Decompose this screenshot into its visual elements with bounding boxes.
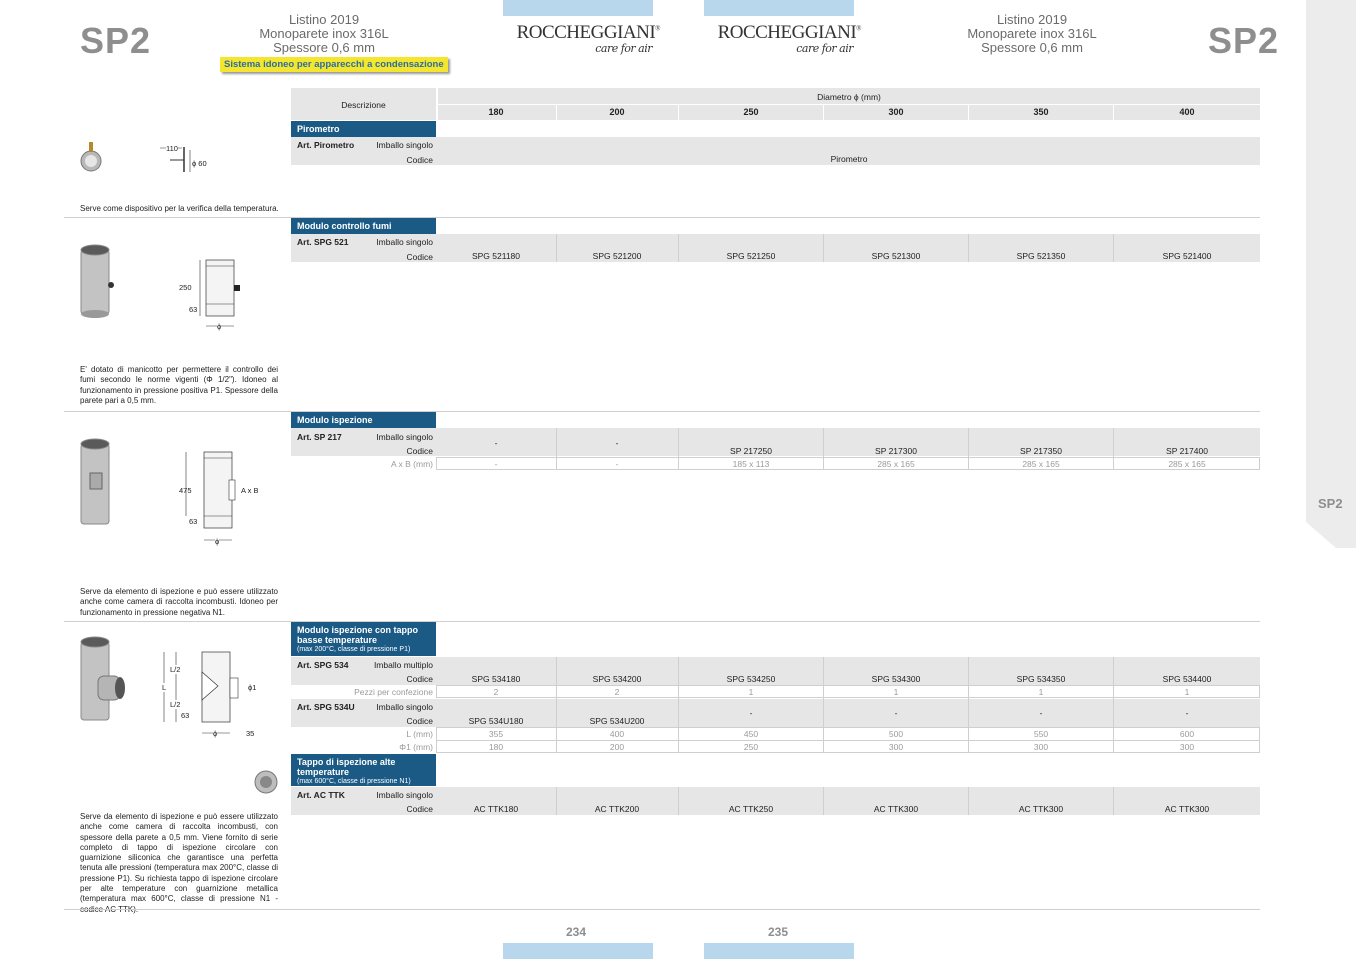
label-imballo: Imballo singolo xyxy=(376,237,433,247)
dim-ispezione-base: 63 xyxy=(189,517,198,526)
art-spg534: Art. SPG 534 xyxy=(297,660,349,670)
code-cell: SP 217350 xyxy=(1020,446,1062,456)
code-cell: SPG 534300 xyxy=(871,674,921,684)
listino-left xyxy=(234,13,414,55)
code-cell: SPG 534400 xyxy=(1162,674,1212,684)
chapter-side-tab xyxy=(1306,0,1356,548)
code-cell: AC TTK180 xyxy=(473,804,519,814)
code-cell: AC TTK200 xyxy=(594,804,640,814)
axb-cell: 185 x 113 xyxy=(732,459,770,469)
column-separator xyxy=(968,105,969,120)
column-separator xyxy=(968,787,969,815)
section-alte-sub: (max 600°C, classe di pressione N1) xyxy=(297,778,411,785)
code-cell: - xyxy=(1185,708,1189,718)
dim-tappo-base: 63 xyxy=(181,711,190,720)
label-imballo: Imballo singolo xyxy=(376,140,433,150)
listino-thickness: Spessore 0,6 mm xyxy=(273,40,375,55)
column-separator xyxy=(678,657,679,753)
column-separator xyxy=(1113,428,1114,470)
diameter-header: 180 xyxy=(488,107,504,117)
code-pirometro: Pirometro xyxy=(830,154,868,164)
code-cell: - xyxy=(615,438,619,448)
label-imballo: Imballo singolo xyxy=(376,790,433,800)
section-fumi: Modulo controllo fumi xyxy=(291,218,436,234)
listino-year: Listino 2019 xyxy=(288,12,360,27)
diameter-header: 200 xyxy=(609,107,625,117)
section-tappo xyxy=(291,622,436,656)
diameter-header: 350 xyxy=(1033,107,1049,117)
art-spg534u: Art. SPG 534U xyxy=(297,702,355,712)
brand-logo-right xyxy=(701,22,861,55)
code-cell: SPG 521400 xyxy=(1162,251,1212,261)
label-imballo-multiplo: Imballo multiplo xyxy=(373,660,433,670)
art-fumi: Art. SPG 521 xyxy=(297,237,349,247)
divider xyxy=(64,621,1260,622)
column-separator xyxy=(678,105,679,120)
footer-tab-right xyxy=(704,943,854,959)
dim-fumi-diameter: ϕ xyxy=(217,322,222,331)
axb-cell: - xyxy=(494,459,498,469)
pezzi-cell: 2 xyxy=(493,687,499,697)
code-cell: SPG 521200 xyxy=(592,251,642,261)
section-ispezione: Modulo ispezione xyxy=(291,412,436,428)
column-separator xyxy=(823,787,824,815)
l-cell: 400 xyxy=(609,729,625,739)
code-cell: - xyxy=(894,708,898,718)
phi1-cell: 300 xyxy=(1179,742,1195,752)
column-separator xyxy=(823,428,824,470)
code-cell: SPG 521350 xyxy=(1016,251,1066,261)
listino-right xyxy=(942,13,1122,55)
brand-tagline: care for air xyxy=(595,42,652,55)
label-imballo: Imballo singolo xyxy=(376,702,433,712)
code-cell: SP 217300 xyxy=(875,446,917,456)
dim-pirometro-diameter: ϕ 60 xyxy=(192,159,207,168)
section-pirometro: Pirometro xyxy=(291,121,436,137)
divider xyxy=(64,909,1260,910)
code-cell: SPG 534180 xyxy=(471,674,521,684)
phi1-cell: 300 xyxy=(888,742,904,752)
side-tab-label: SP2 xyxy=(1318,496,1343,511)
column-separator xyxy=(1113,787,1114,815)
brand-registered-mark: ® xyxy=(856,24,861,33)
axb-cell: 285 x 165 xyxy=(1168,459,1206,469)
label-codice: Codice xyxy=(406,716,433,726)
phi1-cell: 300 xyxy=(1033,742,1049,752)
desc-ispezione: Serve da elemento di ispezione e può essere utilizzato anche come camera di raccolta incombusti. Idoneo per funzionamento in pressione negativa N1. xyxy=(80,587,278,617)
label-codice: Codice xyxy=(406,804,433,814)
brand-tagline: care for air xyxy=(796,42,853,55)
code-cell: SPG 521250 xyxy=(726,251,776,261)
column-separator xyxy=(1113,234,1114,262)
code-cell: SPG 521300 xyxy=(871,251,921,261)
divider xyxy=(64,217,1260,218)
dim-tappo-length: L xyxy=(162,683,167,692)
axb-cell: 285 x 165 xyxy=(877,459,915,469)
label-codice: Codice xyxy=(406,252,433,262)
column-separator xyxy=(678,787,679,815)
desc-pirometro: Serve come dispositivo per la verifica della temperatura. xyxy=(80,204,279,213)
section-alte xyxy=(291,754,436,786)
label-axb: A x B (mm) xyxy=(390,459,433,469)
brand-logo-left xyxy=(500,22,660,55)
label-l: L (mm) xyxy=(406,729,433,739)
diameter-header: 400 xyxy=(1179,107,1195,117)
code-cell: - xyxy=(494,438,498,448)
code-cell: - xyxy=(749,708,753,718)
dim-tappo-diameter: ϕ xyxy=(213,729,218,738)
column-separator xyxy=(968,657,969,753)
code-cell: - xyxy=(1039,708,1043,718)
dim-tappo-half-a: L/2 xyxy=(170,665,181,674)
column-separator xyxy=(1113,657,1114,753)
page-number-left: 234 xyxy=(566,925,587,939)
header-tab-left xyxy=(503,0,653,16)
code-cell: AC TTK300 xyxy=(1018,804,1064,814)
dim-fumi-height: 250 xyxy=(179,283,192,292)
fumi-illustration xyxy=(78,244,248,334)
art-pirometro: Art. Pirometro xyxy=(297,140,355,150)
listino-product: Monoparete inox 316L xyxy=(259,26,389,41)
listino-thickness: Spessore 0,6 mm xyxy=(981,40,1083,55)
footer-tab-left xyxy=(503,943,653,959)
label-imballo: Imballo singolo xyxy=(376,432,433,442)
phi1-cell: 250 xyxy=(743,742,759,752)
diameter-header: 250 xyxy=(743,107,759,117)
divider xyxy=(64,411,1260,412)
section-tappo-sub: (max 200°C, classe di pressione P1) xyxy=(297,646,411,653)
dim-ispezione-diameter: ϕ xyxy=(215,537,220,546)
code-cell: SPG 534350 xyxy=(1016,674,1066,684)
phi1-cell: 200 xyxy=(609,742,625,752)
chapter-code-left: SP2 xyxy=(80,20,152,61)
column-separator xyxy=(678,428,679,470)
column-separator xyxy=(1113,105,1114,120)
dim-tappo-phi1: ϕ1 xyxy=(248,683,257,692)
l-cell: 500 xyxy=(888,729,904,739)
header-tab-right xyxy=(704,0,854,16)
l-cell: 450 xyxy=(743,729,759,739)
art-acttk: Art. AC TTK xyxy=(297,790,345,800)
section-alte-title: Tappo di ispezione alte temperature xyxy=(297,757,396,777)
dim-fumi-base: 63 xyxy=(189,305,198,314)
section-tappo-title: Modulo ispezione con tappo basse temperature xyxy=(297,625,418,645)
label-codice: Codice xyxy=(406,155,433,165)
desc-fumi: E' dotato di manicotto per permettere il controllo dei fumi secondo le norme vigenti (Φ 1/2"). Idoneo al funzionamento in pressione positiva P1. Spessore della parete pari a 0,5 mm. xyxy=(80,365,278,405)
chapter-code-right: SP2 xyxy=(1208,20,1280,61)
code-cell: SPG 534U200 xyxy=(589,716,645,726)
code-cell: SP 217400 xyxy=(1166,446,1208,456)
listino-year: Listino 2019 xyxy=(996,12,1068,27)
phi1-cell: 180 xyxy=(488,742,504,752)
col-descrizione: Descrizione xyxy=(341,100,386,110)
column-separator xyxy=(556,787,557,815)
label-codice: Codice xyxy=(406,674,433,684)
label-codice: Codice xyxy=(406,446,433,456)
brand-name: ROCCHEGGIANI xyxy=(717,22,857,43)
dim-tappo-width: 35 xyxy=(246,729,255,738)
code-cell: SPG 534U180 xyxy=(468,716,524,726)
column-separator xyxy=(556,428,557,470)
code-cell: AC TTK300 xyxy=(1164,804,1210,814)
l-cell: 600 xyxy=(1179,729,1195,739)
listino-product: Monoparete inox 316L xyxy=(967,26,1097,41)
column-separator xyxy=(556,234,557,262)
axb-cell: - xyxy=(615,459,619,469)
column-separator xyxy=(556,105,557,120)
code-cell: SPG 534200 xyxy=(592,674,642,684)
desc-alte: Serve da elemento di ispezione e può essere utilizzato anche come camera di raccolta incombusti, con spessore della parete a 0,5 mm. Viene fornito di serie completo di tappo di ispezione circolare con guarnizione siliconica che garantisce una perfetta tenuta alle pressioni (temperatura max 200°C, classe di pressione P1). Su richiesta tappo di ispezione circolare per alte temperature con guarnizione metallica (temperatura max 600°C, classe di pressione N1 - xyxy=(80,812,278,904)
dim-ispezione-opening: A x B xyxy=(241,486,259,495)
pezzi-cell: 1 xyxy=(1038,687,1044,697)
condensation-badge: Sistema idoneo per apparecchi a condensazione xyxy=(220,57,448,72)
column-separator xyxy=(556,657,557,753)
ispezione-illustration xyxy=(78,438,268,548)
label-phi1: Φ1 (mm) xyxy=(399,742,433,752)
column-separator xyxy=(968,428,969,470)
label-pezzi: Pezzi per confezione xyxy=(354,687,433,697)
l-cell: 355 xyxy=(488,729,504,739)
brand-name: ROCCHEGGIANI xyxy=(516,22,656,43)
l-cell: 550 xyxy=(1033,729,1049,739)
dim-pirometro-length: 110 xyxy=(166,144,178,153)
page-number-right: 235 xyxy=(768,925,789,939)
brand-registered-mark: ® xyxy=(655,24,660,33)
col-diametro: Diametro ϕ (mm) xyxy=(817,92,881,102)
code-cell: AC TTK300 xyxy=(873,804,919,814)
dim-ispezione-height: 475 xyxy=(179,486,192,495)
column-separator xyxy=(968,234,969,262)
code-cell: SPG 521180 xyxy=(471,251,521,261)
pezzi-cell: 2 xyxy=(614,687,620,697)
diameter-header: 300 xyxy=(888,107,904,117)
column-separator xyxy=(678,234,679,262)
column-separator xyxy=(823,105,824,120)
pezzi-cell: 1 xyxy=(1184,687,1190,697)
art-ispezione: Art. SP 217 xyxy=(297,432,342,442)
pezzi-cell: 1 xyxy=(748,687,754,697)
dim-tappo-half-b: L/2 xyxy=(170,700,181,709)
code-cell: AC TTK250 xyxy=(728,804,774,814)
tappo-illustration xyxy=(78,636,278,786)
code-cell: SP 217250 xyxy=(730,446,772,456)
column-separator xyxy=(823,234,824,262)
column-separator xyxy=(823,657,824,753)
pezzi-cell: 1 xyxy=(893,687,899,697)
axb-cell: 285 x 165 xyxy=(1022,459,1060,469)
code-cell: SPG 534250 xyxy=(726,674,776,684)
